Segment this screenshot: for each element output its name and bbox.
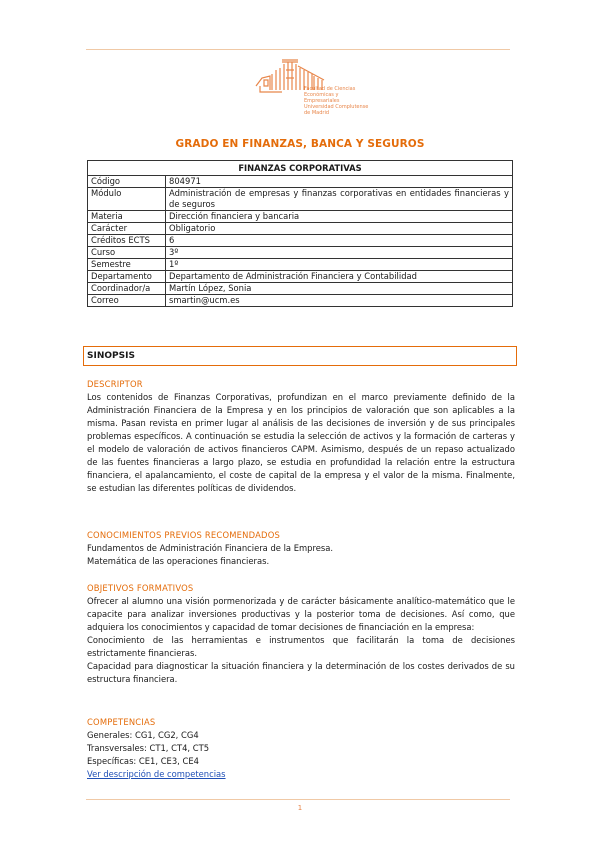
- objetivos-paragraph: Ofrecer al alumno una visión pormenorizada y de carácter básicamente analítico-matemático que le capacite para analizar inversiones productivas y la posterior toma de decisiones. Así como, que adquiera los conocimientos y capacidad de tomar decisiones de financiación en la empresa:: [87, 596, 515, 632]
- section-heading: OBJETIVOS FORMATIVOS: [87, 583, 194, 593]
- sinopsis-box: SINOPSIS: [83, 346, 517, 366]
- row-label: Módulo: [88, 188, 166, 211]
- conocimientos-section: [87, 529, 515, 568]
- table-row: [88, 211, 513, 223]
- competencias-link[interactable]: Ver descripción de competencias: [87, 769, 226, 779]
- list-item: Generales: CG1, CG2, CG4: [87, 730, 199, 740]
- table-header-row: [88, 161, 513, 176]
- row-label: Coordinador/a: [88, 283, 166, 295]
- row-value: 804971: [166, 176, 513, 188]
- page-number: 1: [297, 804, 303, 812]
- list-item: Transversales: CT1, CT4, CT5: [87, 743, 210, 753]
- table-row: [88, 247, 513, 259]
- faculty-logo-text: [304, 86, 374, 116]
- row-label: Créditos ECTS: [88, 235, 166, 247]
- list-item: Matemática de las operaciones financieras.: [87, 556, 270, 566]
- program-title: GRADO EN FINANZAS, BANCA Y SEGUROS: [175, 138, 425, 150]
- competencias-section: [87, 716, 515, 781]
- row-value: Administración de empresas y finanzas corporativas en entidades financieras y de seguros: [166, 188, 513, 211]
- section-heading: DESCRIPTOR: [87, 379, 143, 389]
- footer-rule: [86, 799, 510, 800]
- row-label: Correo: [88, 295, 166, 307]
- row-value: Dirección financiera y bancaria: [166, 211, 513, 223]
- row-value: smartin@ucm.es: [166, 295, 513, 307]
- objetivos-paragraph: Conocimiento de las herramientas e instrumentos que facilitarán la toma de decisiones estrictamente financieras.: [87, 635, 515, 658]
- row-value: Obligatorio: [166, 223, 513, 235]
- row-value: 3º: [166, 247, 513, 259]
- objetivos-section: [87, 582, 515, 686]
- descriptor-section: [87, 378, 515, 495]
- table-row: [88, 259, 513, 271]
- row-value: Martín López, Sonia: [166, 283, 513, 295]
- course-info-table: [87, 160, 513, 307]
- header-rule: [86, 49, 510, 50]
- course-title: FINANZAS CORPORATIVAS: [88, 161, 513, 176]
- row-label: Curso: [88, 247, 166, 259]
- logo-line: Económicas y Empresariales: [304, 92, 340, 104]
- row-value: 1º: [166, 259, 513, 271]
- list-item: Específicas: CE1, CE3, CE4: [87, 756, 199, 766]
- table-row: [88, 271, 513, 283]
- table-row: [88, 295, 513, 307]
- row-label: Semestre: [88, 259, 166, 271]
- logo-line: Facultad de Ciencias: [304, 86, 356, 92]
- row-label: Departamento: [88, 271, 166, 283]
- descriptor-text: Los contenidos de Finanzas Corporativas, profundizan en el marco previamente definido de la Administración Financiera de la Empresa y en los principios de valoración que son aplicables a la misma. Pasan revista en primer lugar al análisis de las decisiones de inversión y de sus principales problemas específicos. A continuación se estudia la selección de activos y la formación de carteras y el modelo de valoración de activos financieros CAPM. Asimismo, después de un repaso actualizado de las fuentes financieras a largo plazo, se estudia en profundidad la relación entre la estructura financiera, el apalancamiento, el coste de capital de la empresa y el valor de la misma. Finalmente, se estudian las diferentes políticas de dividendos.: [87, 392, 515, 493]
- table-row: [88, 188, 513, 211]
- table-row: [88, 283, 513, 295]
- section-heading: COMPETENCIAS: [87, 717, 156, 727]
- row-label: Carácter: [88, 223, 166, 235]
- list-item: Fundamentos de Administración Financiera de la Empresa.: [87, 543, 334, 553]
- row-label: Materia: [88, 211, 166, 223]
- objetivos-paragraph: Capacidad para diagnosticar la situación financiera y la determinación de los costes derivados de su estructura financiera.: [87, 661, 515, 684]
- section-heading: CONOCIMIENTOS PREVIOS RECOMENDADOS: [87, 530, 281, 540]
- row-value: 6: [166, 235, 513, 247]
- table-row: [88, 223, 513, 235]
- table-row: [88, 235, 513, 247]
- logo-line: Universidad Complutense de Madrid: [304, 104, 369, 116]
- table-row: [88, 176, 513, 188]
- row-label: Código: [88, 176, 166, 188]
- row-value: Departamento de Administración Financiera y Contabilidad: [166, 271, 513, 283]
